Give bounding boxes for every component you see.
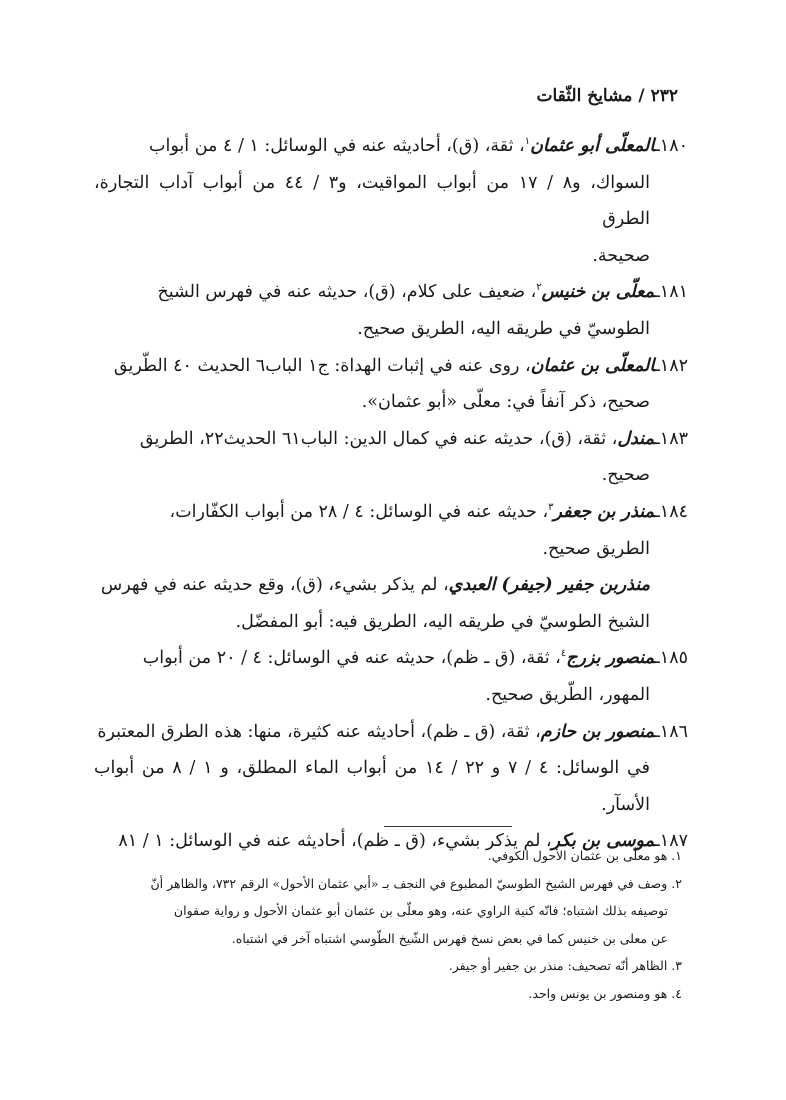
footnote-text: وصف في فهرس الشيخ الطوسيّ المطبوع في النجف بـ «أبي عثمان الأحول» الرقم ٧٣٢، والظاهر أنّ (150, 875, 668, 891)
footnote-number: ٤ (675, 985, 682, 1001)
continuation-line: المهور، الطّريق صحيح. (485, 684, 650, 705)
entry-text: ، ثقة، (ق)، أحاديثه عنه في الوسائل: ١ / ٤ من أبواب (149, 136, 525, 156)
narrator-name: مندل (617, 428, 655, 449)
entry-text: ، لم يذكر بشيء، (ق ـ ظم)، أحاديثه عنه في الوسائل: ١ / ٨١ (118, 831, 552, 852)
footnote-divider (384, 826, 512, 827)
narrator-name: منذربن جفير (جيفر) العبدي (448, 575, 650, 596)
entry-continuation (94, 457, 688, 494)
narrator-name: منصور بن حازم (540, 721, 655, 742)
entry-182: ١٨٢ـالمعلّى بن عثمان، روى عنه في إثبات الهداة: ج١ الباب٦ الحديث ٤٠ الطّريق صحيح، ذكر آنفاً في: معلّى «أبو عثمان». (94, 348, 688, 421)
footnote-line: عن معلى بن خنيس كما في بعض نسخ فهرس الشّيخ الطّوسي اشتباه آخر في اشتباه. (231, 930, 668, 946)
entry-184-variant (94, 567, 688, 640)
running-header (536, 86, 678, 106)
entry-text: ، ثقة، (ق ـ ظم)، حديثه عنه في الوسائل: ٤ / ٢٠ من أبواب (142, 648, 561, 669)
entry-continuation (94, 677, 688, 714)
footnote-4: ٤. هو ومنصور بن يونس واحد. (528, 985, 682, 1001)
entry-184: ١٨٤ـمنذر بن جعفر$^٣$، حديثه عنه في الوسائل: ٤ / ٢٨ من أبواب الكفّارات، الطريق صحيح. (94, 494, 688, 567)
footnote-number: ١ (675, 848, 682, 863)
narrator-name: منذر بن جعفر (553, 501, 655, 522)
footnote-number: ٣ (675, 958, 682, 973)
entry-text: ، ضعيف على كلام، (ق)، حديثه عنه في فهرس الشيخ (157, 282, 537, 303)
entry-number: ١٨٧ (659, 831, 688, 852)
footnotes (110, 842, 682, 1007)
footnote-2: ٢. وصف في فهرس الشيخ الطوسيّ المطبوع في النجف بـ «أبي عثمان الأحول» الرقم ٧٣٢، والظاهر أنّ توصيفه بذلك اشتباه؛ فانّه كنية الراوي عنه، وهو معلّى بن عثمان أبو عثمان الأحول و رواية صفوان عن معلى بن خنيس كما في بعض نسخ فهرس الشّيخ الطّوسي اشتباه آخر في اشتباه. (110, 870, 682, 953)
entry-text: ، لم يذكر بشيء، (ق)، وقع حديثه عنه في فهرس (100, 575, 449, 596)
main-text (94, 128, 688, 860)
continuation-line: صحيحة. (592, 245, 650, 266)
footnote-text: هو ومنصور بن يونس واحد. (528, 985, 668, 1001)
entry-continuation (94, 531, 688, 568)
continuation-line: الطريق صحيح. (542, 538, 650, 559)
footnote-number: ٢ (675, 875, 682, 891)
entry-180: ١٨٠ـالمعلّى أبو عثمان$^١$، ثقة، (ق)، أحاديثه عنه في الوسائل: ١ / ٤ من أبواب السواك، و٨ / ١٧ من أبواب المواقيت، و٣ / ٤٤ من أبواب آداب التجارة، الطرق صحيحة. (94, 128, 688, 274)
footnote-1: ١. هو معلّى بن عثمان الأحول الكوفي. (487, 848, 682, 863)
footnote-marker[interactable]: ٢ (536, 282, 542, 294)
entry-181: ١٨١ـمعلّى بن خنيس$^٢$، ضعيف على كلام، (ق)، حديثه عنه في فهرس الشيخ الطوسيّ في طريقه اليه، الطريق صحيح. (94, 274, 688, 347)
narrator-name: موسى بن بكر (551, 831, 655, 852)
entry-number: ١٨١ (659, 282, 688, 303)
page-number: ٢٣٢ (650, 86, 678, 106)
footnote-line: توصيفه بذلك اشتباه؛ فانّه كنية الراوي عنه، وهو معلّى بن عثمان أبو عثمان الأحول و رواية صفوان (173, 903, 668, 918)
continuation-line: في الوسائل: ٤ / ٧ و ٢٢ / ١٤ من أبواب الماء المطلق، و ١ / ٨ من أبواب الأسآر. (94, 758, 650, 815)
footnote-marker[interactable]: ٣ (548, 502, 554, 514)
footnote-text: هو معلّى بن عثمان الأحول الكوفي. (487, 848, 668, 863)
footnote-3: ٣. الظاهر أنّه تصحيف: منذر بن جفير أو جيفر. (448, 958, 682, 973)
entry-183: ١٨٣ـمندل، ثقة، (ق)، حديثه عنه في كمال الدين: الباب٦١ الحديث٢٢، الطريق صحيح. (94, 421, 688, 494)
entry-text: ، روى عنه في إثبات الهداة: ج١ الباب٦ الحديث ٤٠ الطّريق (113, 355, 531, 376)
entry-text: ، حديثه عنه في الوسائل: ٤ / ٢٨ من أبواب الكفّارات، (169, 501, 549, 522)
narrator-name: معلّى بن خنيس (541, 282, 655, 303)
entry-continuation (94, 384, 688, 421)
entry-number: ١٨٣ (659, 428, 688, 449)
continuation-line: الطوسيّ في طريقه اليه، الطريق صحيح. (357, 318, 650, 339)
entry-185: ١٨٥ـمنصور بزرج$^٤$، ثقة، (ق ـ ظم)، حديثه عنه في الوسائل: ٤ / ٢٠ من أبواب المهور، الطّريق صحيح. (94, 640, 688, 713)
entry-text: ، ثقة، (ق)، حديثه عنه في كمال الدين: الباب٦١ الحديث٢٢، الطريق (139, 428, 618, 449)
footnote-continuation (110, 897, 682, 952)
continuation-line: السواك، و٨ / ١٧ من أبواب المواقيت، و٣ / ٤٤ من أبواب آداب التجارة، الطرق (94, 172, 650, 230)
footnote-marker[interactable]: ١ (524, 136, 531, 148)
continuation-line: صحيح. (601, 465, 650, 486)
entry-number: ١٨٢ (659, 355, 688, 376)
footnote-text: الظاهر أنّه تصحيف: منذر بن جفير أو جيفر. (448, 958, 668, 973)
book-title: مشايخ الثّقات (536, 86, 633, 106)
entry-number: ١٨٥ (659, 648, 688, 669)
continuation-line: الشيخ الطوسيّ في طريقه اليه، الطريق فيه: أبو المفضّل. (235, 611, 650, 632)
entry-186: ١٨٦ـمنصور بن حازم، ثقة، (ق ـ ظم)، أحاديثه عنه كثيرة، منها: هذه الطرق المعتبرة في الوسائل: ٤ / ٧ و ٢٢ / ١٤ من أبواب الماء المطلق، و ١ / ٨ من أبواب الأسآر. (94, 714, 688, 824)
entry-number: ١٨٤ (659, 501, 688, 522)
entry-continuation (94, 750, 688, 823)
narrator-name: منصور بزرج (566, 648, 655, 669)
narrator-name: المعلّى بن عثمان (530, 355, 655, 376)
narrator-name: المعلّى أبو عثمان (530, 136, 655, 156)
entry-number: ١٨٦ (659, 721, 688, 742)
entry-187: ١٨٧ـموسى بن بكر، لم يذكر بشيء، (ق ـ ظم)، أحاديثه عنه في الوسائل: ١ / ٨١ (118, 831, 688, 852)
continuation-line: صحيح، ذكر آنفاً في: معلّى «أبو عثمان». (361, 392, 650, 413)
header-separator: / (638, 86, 645, 106)
entry-text: ، ثقة، (ق ـ ظم)، أحاديثه عنه كثيرة، منها: هذه الطرق المعتبرة (97, 721, 541, 742)
entry-number: ١٨٠ (659, 136, 688, 156)
entry-continuation (94, 165, 688, 275)
footnote-marker[interactable]: ٤ (560, 648, 567, 660)
entry-continuation (94, 311, 688, 348)
